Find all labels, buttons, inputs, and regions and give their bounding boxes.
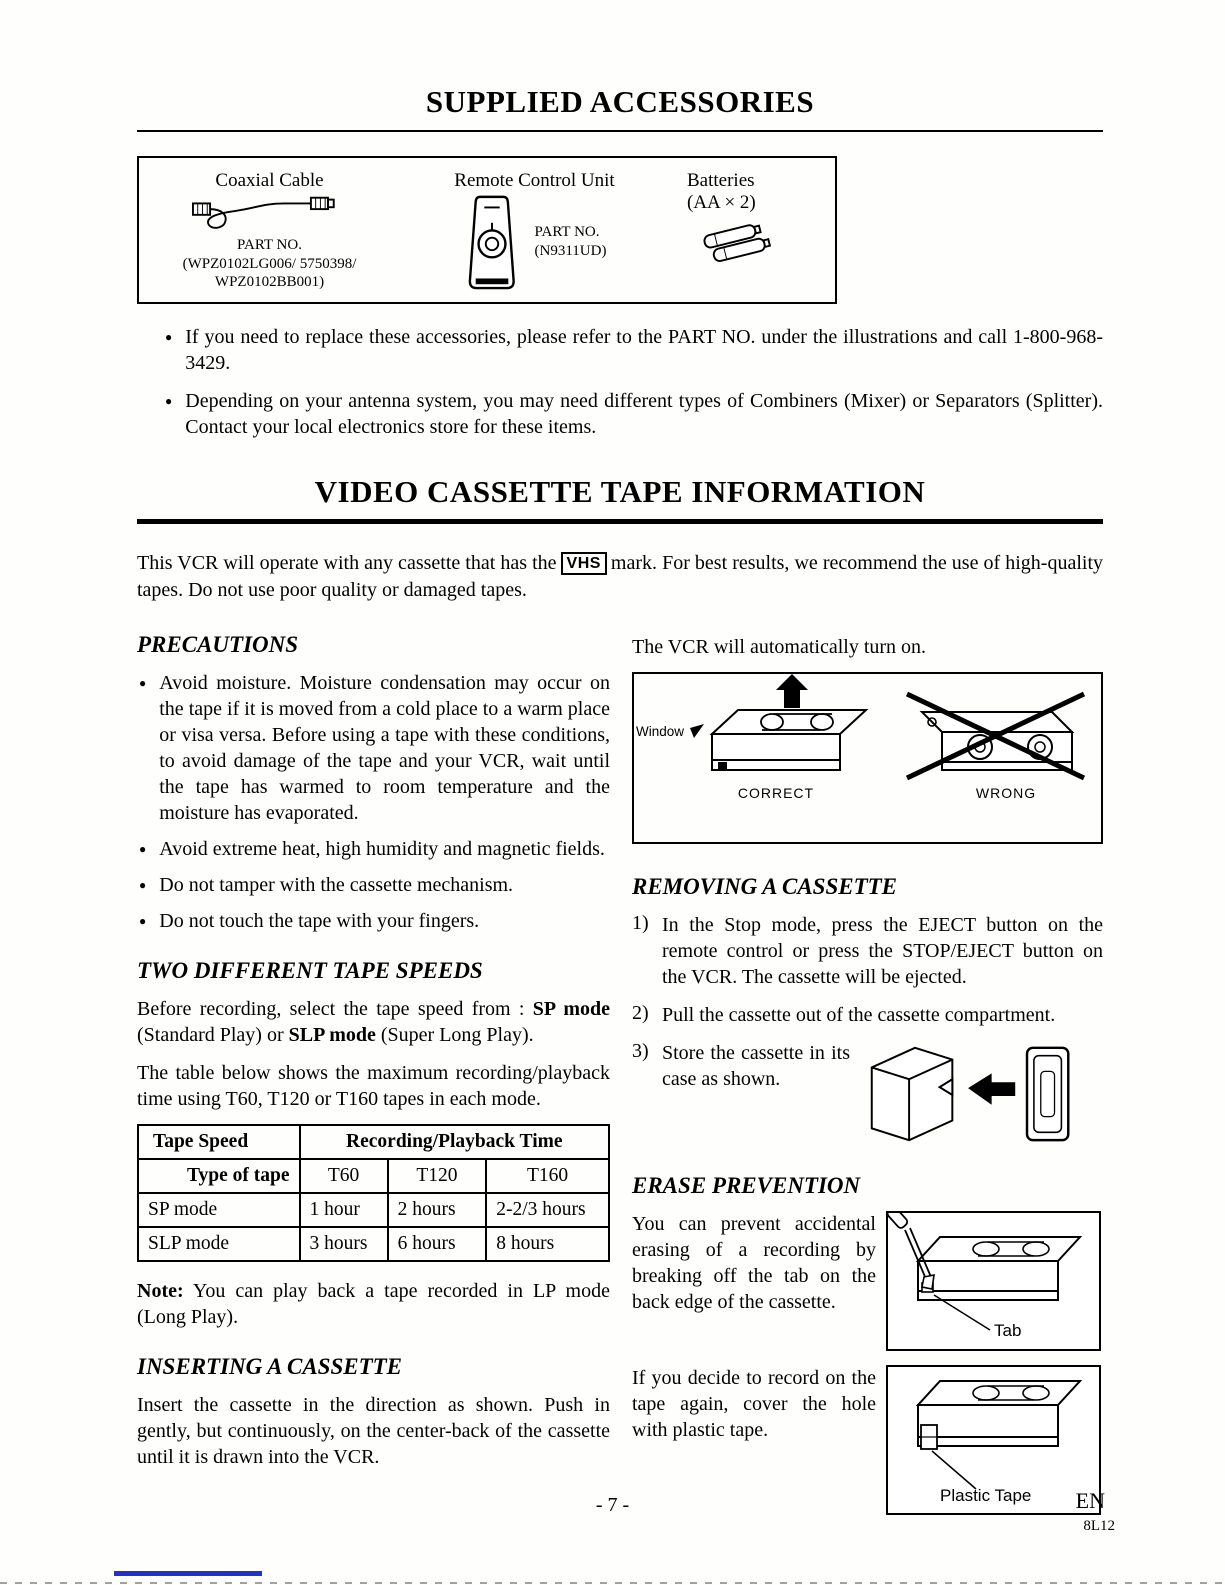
cassette-direction-diagram	[632, 672, 1103, 844]
window-label: Window	[636, 724, 685, 739]
two-column-layout	[137, 624, 1103, 1529]
correct-wrong-cassette-illustration	[634, 674, 1097, 838]
table-header-row	[138, 1125, 609, 1159]
tab-break-illustration	[888, 1213, 1099, 1344]
footer-language-code: EN	[1075, 1488, 1105, 1513]
removing-step-3	[632, 1040, 1103, 1157]
accessory-remote-control	[420, 170, 650, 292]
tape-speed-table	[137, 1124, 610, 1262]
header-tape-speed: Tape Speed	[138, 1125, 300, 1159]
header-t60: T60	[300, 1159, 388, 1193]
cell-slp-t60: 3 hours	[300, 1227, 388, 1261]
precautions-heading: PRECAUTIONS	[137, 632, 299, 657]
batteries-icon	[695, 220, 787, 270]
bullet-dot: ●	[139, 914, 147, 928]
supplied-accessories-title: SUPPLIED ACCESSORIES	[425, 84, 815, 119]
remote-part-label: PART NO.	[534, 224, 600, 241]
cell-sp-t120: 2 hours	[388, 1193, 487, 1227]
cell-slp-mode: SLP mode	[138, 1227, 300, 1261]
removing-cassette-heading: REMOVING A CASSETTE	[632, 874, 898, 899]
header-t120: T120	[388, 1159, 487, 1193]
correct-label: CORRECT	[737, 785, 815, 801]
tape-information-section	[137, 474, 1103, 1529]
precaution-1-text: Avoid moisture. Moisture condensation may occur on the tape if it is moved from a cold place to a warm place or visa versa. Before using a tape with these conditions, to avoid damage of the tape and your VCR, wait until the tape has warmed to room temperature and the moisture has evaporated.	[159, 672, 610, 824]
erase-paragraph-1: You can prevent accidental erasing of a recording by breaking off the tab on the back edge of the cassette.	[632, 1213, 876, 1313]
precaution-2	[137, 836, 610, 862]
bullet-dot: ●	[139, 842, 147, 856]
tape-title-rule	[137, 519, 1103, 524]
page-content	[137, 84, 1103, 1529]
coaxial-part-number-2: WPZ0102BB001)	[214, 274, 325, 291]
note-paragraph	[137, 1278, 610, 1330]
cassette-case-illustration-wrap	[858, 1034, 1084, 1157]
plastic-tape-illustration	[888, 1367, 1099, 1508]
cell-sp-t60: 1 hour	[300, 1193, 388, 1227]
inserting-paragraph: Insert the cassette in the direction as shown. Push in gently, but continuously, on the center-back of the cassette until it is drawn into the VCR.	[137, 1394, 610, 1468]
correct-cassette	[712, 674, 866, 770]
remote-control-icon	[463, 194, 521, 290]
supplied-bullet-1-text: If you need to replace these accessories, please refer to the PART NO. under the illustrations and call 1-800-968-3429.	[185, 326, 1103, 374]
table-row-slp-mode	[138, 1227, 609, 1261]
plastic-tape-label: Plastic Tape	[940, 1486, 1032, 1505]
coaxial-part-number-1: (WPZ0102LG006/ 5750398/	[182, 255, 357, 272]
coaxial-part-label: PART NO.	[237, 236, 302, 253]
supplied-bullet-1	[137, 324, 1103, 376]
accessories-box	[137, 156, 837, 304]
title-rule	[137, 130, 1103, 132]
step-number: 2)	[632, 1002, 649, 1024]
cassette-case-illustration	[858, 1034, 1084, 1152]
page-number: - 7 -	[595, 1494, 630, 1516]
precaution-4-text: Do not touch the tape with your fingers.	[159, 910, 480, 932]
tape-speeds-heading: TWO DIFFERENT TAPE SPEEDS	[137, 958, 483, 983]
plastic-tape-illustration-box	[886, 1365, 1101, 1515]
wrong-label: WRONG	[975, 785, 1037, 801]
window-pointer-icon	[690, 724, 704, 738]
inserting-cassette-heading: INSERTING A CASSETTE	[137, 1354, 403, 1379]
tape-speeds-paragraph-1	[137, 996, 610, 1048]
precaution-2-text: Avoid extreme heat, high humidity and magnetic fields.	[159, 838, 605, 860]
step-number: 3)	[632, 1040, 649, 1062]
header-type-of-tape: Type of tape	[138, 1159, 300, 1193]
left-column	[137, 624, 610, 1529]
right-column	[632, 624, 1103, 1529]
batteries-label: Batteries	[687, 170, 755, 191]
removing-step-3-text: Store the cassette in its case as shown.	[662, 1042, 850, 1090]
cell-slp-t120: 6 hours	[388, 1227, 487, 1261]
removing-step-1-text: In the Stop mode, press the EJECT button on the remote control or press the STOP/EJECT button on the VCR. The cassette will be ejected.	[662, 914, 1103, 988]
auto-turn-on-text: The VCR will automatically turn on.	[632, 636, 927, 658]
cell-slp-t160: 8 hours	[486, 1227, 609, 1261]
scan-blue-mark	[114, 1571, 262, 1576]
insert-direction-arrow-icon	[776, 674, 808, 708]
removing-step-1	[632, 912, 1103, 990]
precautions-bullets	[137, 670, 610, 934]
table-subheader-row	[138, 1159, 609, 1193]
tape-information-title: VIDEO CASSETTE TAPE INFORMATION	[314, 474, 926, 509]
remote-part-text	[535, 223, 607, 261]
slp-mode-bold: SLP mode	[288, 1024, 376, 1046]
precaution-3-text: Do not tamper with the cassette mechanism.	[159, 874, 514, 896]
cell-sp-mode: SP mode	[138, 1193, 300, 1227]
insert-case-arrow-icon	[968, 1073, 1015, 1104]
precaution-1	[137, 670, 610, 826]
erase-prevention-heading: ERASE PREVENTION	[632, 1173, 861, 1198]
bullet-dot: ●	[139, 676, 147, 690]
bullet-dot: ●	[165, 394, 173, 408]
accessory-coaxial-cable	[157, 170, 382, 292]
footer-doc-code: 8L12	[1083, 1518, 1115, 1534]
intro-before: This VCR will operate with any cassette that has the	[137, 552, 557, 574]
coaxial-cable-label: Coaxial Cable	[215, 170, 324, 191]
removing-step-2-text: Pull the cassette out of the cassette compartment.	[662, 1004, 1056, 1026]
supplied-bullet-2	[137, 388, 1103, 440]
vhs-logo: VHS	[561, 552, 607, 575]
speed-text-2: (Standard Play) or	[137, 1024, 289, 1046]
remote-control-label: Remote Control Unit	[454, 170, 615, 191]
removing-steps	[632, 912, 1103, 1157]
tape-speeds-paragraph-2: The table below shows the maximum recording/playback time using T60, T120 or T160 tapes in each mode.	[137, 1062, 610, 1110]
wrong-cassette	[907, 694, 1084, 778]
tape-intro-paragraph	[137, 550, 1103, 604]
erase-prevention-row-1	[632, 1211, 1103, 1351]
precaution-4	[137, 908, 610, 934]
intro-after: mark. For best results, we recommend the use of high-quality tapes. Do not use poor quality or damaged tapes.	[137, 552, 1103, 601]
speed-text-1: Before recording, select the tape speed from :	[137, 998, 533, 1020]
remote-part-number: (N9311UD)	[534, 243, 607, 259]
note-text: You can play back a tape recorded in LP mode (Long Play).	[137, 1280, 610, 1328]
header-t160: T160	[486, 1159, 609, 1193]
batteries-sublabel: (AA × 2)	[687, 192, 756, 213]
removing-step-2	[632, 1002, 1103, 1028]
bullet-dot: ●	[165, 330, 173, 344]
table-row-sp-mode	[138, 1193, 609, 1227]
note-bold: Note:	[137, 1280, 184, 1302]
cell-sp-t160: 2-2/3 hours	[486, 1193, 609, 1227]
accessory-batteries	[687, 170, 817, 292]
supplied-bullets	[137, 324, 1103, 440]
remote-row	[463, 194, 607, 290]
tab-label: Tab	[994, 1321, 1022, 1340]
tab-illustration-box	[886, 1211, 1101, 1351]
precaution-3	[137, 872, 610, 898]
header-recording-playback-time: Recording/Playback Time	[300, 1125, 609, 1159]
erase-prevention-row-2	[632, 1365, 1103, 1515]
step-number: 1)	[632, 912, 649, 934]
batteries-icon-wrap	[695, 220, 787, 275]
coaxial-cable-icon	[185, 192, 355, 236]
supplied-bullet-2-text: Depending on your antenna system, you may need different types of Combiners (Mixer) or Separators (Splitter). Contact your local electronics store for these items.	[185, 390, 1103, 438]
bullet-dot: ●	[139, 878, 147, 892]
erase-paragraph-2: If you decide to record on the tape again, cover the hole with plastic tape.	[632, 1367, 876, 1441]
scan-edge-artifact	[0, 1582, 1225, 1584]
speed-text-3: (Super Long Play).	[375, 1024, 534, 1046]
sp-mode-bold: SP mode	[532, 998, 610, 1020]
